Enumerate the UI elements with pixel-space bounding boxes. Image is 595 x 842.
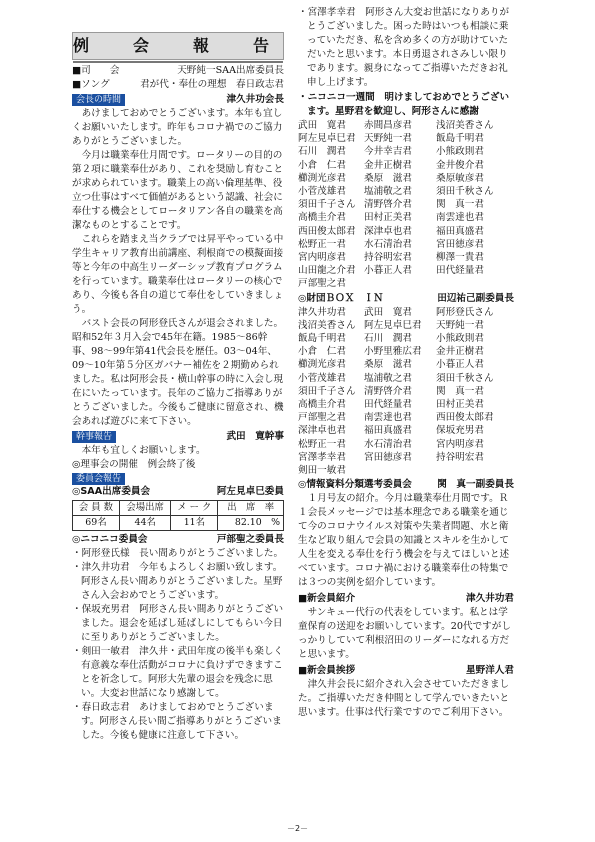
name-entry: 深津卓也君 xyxy=(364,225,412,237)
table-row xyxy=(73,501,284,516)
name-entry: 水石清治君 xyxy=(364,438,412,450)
name-entry: 浅沼美香さん xyxy=(436,120,494,131)
name-entry: 金井正樹君 xyxy=(364,159,412,171)
left-column xyxy=(72,32,284,743)
section-tag: 会長の時間 xyxy=(72,94,125,106)
subsection-heading: ◎財団ＢＯＸ ＩＮ xyxy=(298,292,384,304)
list-item: ・剣田一敏君 津久井・武田年度の後半も楽しく有意義な奉仕活動がコロナに負けずできますことを祈念して。阿形大先輩の退会を残念に思い。大変お世話になり感謝して。 xyxy=(72,646,284,699)
name-grid xyxy=(298,306,514,478)
name-entry: 阿左見卓巳君 xyxy=(298,133,356,145)
name-entry: 戸部聖之君 xyxy=(298,412,346,424)
table-header: 会場出席 xyxy=(119,501,170,516)
speaker-name: 津久井功会長 xyxy=(226,94,284,105)
name-entry: 宮内明彦君 xyxy=(298,252,346,264)
name-entry: 西田俊太郎君 xyxy=(436,412,494,424)
name-entry: 戸部聖之君 xyxy=(298,278,346,290)
name-entry: 塩浦敬之君 xyxy=(364,372,412,384)
table-row xyxy=(73,516,284,531)
subsection-heading: ◎SAA出席委員会 xyxy=(72,486,151,497)
name-entry: 水石清治君 xyxy=(364,238,412,250)
name-entry: 高橋圭介君 xyxy=(298,212,346,224)
niko-heading-row xyxy=(72,533,284,547)
name-entry: 南雲達也君 xyxy=(364,412,412,424)
name-entry: 小倉 仁君 xyxy=(298,346,346,358)
name-entry: 田代経量君 xyxy=(364,399,412,411)
name-entry: 須田千子さん xyxy=(298,199,356,211)
speaker-name: 関 真一副委員長 xyxy=(437,479,514,491)
body-paragraph: １月号友の紹介。今月は職業奉仕月間です。Ｒ１会長メッセージでは基本理念である職業を通じて今のコロナウイルス対策や失業者問題、水と衛生など取り組んで会員の知識とスキルを生かして人生を変える奉仕を行う機会を与えてほしいと述べています。コロナ禍における職業奉仕の特集では３つの実例を紹介しています。 xyxy=(298,493,510,589)
name-entry: 武田 寛君 xyxy=(364,306,412,318)
name-entry: 田代経量君 xyxy=(436,265,484,277)
subsection-heading: ■新会員紹介 xyxy=(298,593,356,605)
body-paragraph: 今月は職業奉仕月間です。ロータリーの目的の第２項に職業奉仕があり、これを奨励し育むことが求められています。職業上の高い倫理基準、役立つ仕事はすべて価値があるという認識、社会に奉仕する機会としてロータリアン各自の職業を高潔なものとすることです。 xyxy=(72,150,284,231)
name-entry: 石川 潤君 xyxy=(298,146,346,158)
name-entry: 清野啓介君 xyxy=(364,385,412,397)
name-entry: 柳澤一貴君 xyxy=(436,252,484,264)
name-entry: 桑原敏彦君 xyxy=(436,172,484,184)
name-entry: 南雲達也君 xyxy=(436,212,484,224)
name-entry: 宮田徳彦君 xyxy=(364,451,412,463)
new-member-heading-row xyxy=(298,592,514,606)
table-cell: 11名 xyxy=(171,516,218,531)
name-entry: 飯島千明君 xyxy=(298,333,346,345)
name-entry: 今井幸吉君 xyxy=(364,146,412,158)
speaker-name: 星野洋人君 xyxy=(466,665,514,677)
body-paragraph: あけましておめでとうございます。本年も宜しくお願いいたします。昨年もコロナ禍でのご協力ありがとうございました。 xyxy=(72,108,283,147)
name-entry: 小暮正人君 xyxy=(436,359,484,371)
name-grid xyxy=(298,119,514,291)
page-title: 例 会 報 告 xyxy=(72,32,284,60)
name-entry: 小熊政則君 xyxy=(436,333,484,345)
role-label: 司 会 xyxy=(81,65,120,76)
name-entry: 阿左見卓巳君 xyxy=(364,319,422,331)
subsection-heading: ・ニコニコ一週間 明けましておめでとうございます。星野君を歓迎し、阿形さんに感謝 xyxy=(298,92,510,117)
name-entry: 天野純一君 xyxy=(364,133,412,145)
name-entry: 武田 寛君 xyxy=(298,120,346,131)
role-value: 君が代・奉仕の理想 春日政志君 xyxy=(140,79,284,90)
role-value: 天野純一SAA出席委員長 xyxy=(177,65,284,76)
name-entry xyxy=(364,464,436,477)
table-header: メ ー ク xyxy=(171,501,218,516)
name-entry: 櫛渕光彦君 xyxy=(298,172,346,184)
president-section-head xyxy=(72,93,284,107)
page-number: －2－ xyxy=(286,824,309,833)
name-entry: 天野純一君 xyxy=(436,319,484,331)
name-entry: 桑原 滋君 xyxy=(364,359,412,371)
list-item: ・保坂充男君 阿形さん長い間ありがとうございました。退会を延ばし延ばしにしてもらい今日に至りありがとうございました。 xyxy=(72,604,284,643)
table-header: 会 員 数 xyxy=(73,501,120,516)
name-entry: 須田千秋さん xyxy=(436,186,494,198)
name-entry: 宮澤孝幸君 xyxy=(298,451,346,463)
name-entry: 西田俊太郎君 xyxy=(298,225,356,237)
name-entry: 関 真一君 xyxy=(436,199,484,211)
table-cell: 44名 xyxy=(119,516,170,531)
square-bullet-icon: ■ xyxy=(72,65,82,76)
role-row-chair xyxy=(72,64,284,78)
name-entry xyxy=(436,277,514,290)
name-entry: 小倉 仁君 xyxy=(298,159,346,171)
attendance-table xyxy=(72,500,284,531)
name-entry: 松野正一君 xyxy=(298,238,346,250)
name-entry xyxy=(436,464,514,477)
saa-heading-row xyxy=(72,485,284,499)
section-tag: 幹事報告 xyxy=(72,431,116,443)
name-entry: 小野里雅広君 xyxy=(364,346,422,358)
body-paragraph: サンキュー代行の代表をしています。私とは学童保育の送迎をお願いしています。20代ですがしっかりしていて利根沼田のリーダーになれる方だと思います。 xyxy=(298,607,511,661)
name-entry: 櫛渕光彦君 xyxy=(298,359,346,371)
name-entry: 保坂充男君 xyxy=(436,425,484,437)
name-entry xyxy=(364,277,436,290)
body-paragraph: ◎理事会の開催 例会終了後 xyxy=(72,459,196,470)
speaker-name: 戸部聖之委員長 xyxy=(216,534,284,545)
name-entry: 桑原 滋君 xyxy=(364,172,412,184)
name-entry: 須田千秋さん xyxy=(436,372,494,384)
name-entry: 深津卓也君 xyxy=(298,425,346,437)
body-paragraph: 津久井会長に紹介され入会させていただきました。ご指導いただき仲間として学んでいきたいと思います。仕事は代行業ですのでご利用下さい。 xyxy=(298,679,510,719)
name-entry: 持谷明宏君 xyxy=(436,451,484,463)
name-entry: 小熊政則君 xyxy=(436,146,484,158)
section-tag: 委員会報告 xyxy=(72,473,125,485)
greeting-heading-row xyxy=(298,664,514,678)
secretary-section-head xyxy=(72,430,284,444)
list-item: ・春日政志君 あけましておめでとうございます。阿形さん長い間ご指導ありがとうございました。今後も健康に注意して下さい。 xyxy=(72,702,282,741)
role-label: ソング xyxy=(81,79,110,90)
name-entry: 福田真盛君 xyxy=(436,225,484,237)
name-entry: 福田真盛君 xyxy=(364,425,412,437)
name-entry: 田村正美君 xyxy=(436,399,484,411)
speaker-name: 阿左見卓巳委員 xyxy=(216,486,284,497)
name-entry: 赤間昌彦君 xyxy=(364,120,412,131)
name-entry: 津久井功君 xyxy=(298,306,346,318)
name-entry: 石川 潤君 xyxy=(364,333,412,345)
name-entry: 小菅茂雄君 xyxy=(298,372,346,384)
name-entry: 小暮正人君 xyxy=(364,265,412,277)
fund-heading-row xyxy=(298,292,514,306)
name-entry: 松野正一君 xyxy=(298,438,346,450)
list-item: ・宮澤孝幸君 阿形さん大変お世話になりありがとうございました。困った時はいつも相談に乗っていただき、私を含め多くの方が助けていただいたと思います。本日勇退されさみしい限りであります。親身になってご指導いただきお礼申し上げます。 xyxy=(298,7,510,88)
speaker-name: 津久井功君 xyxy=(466,593,514,605)
name-entry: 高橋圭介君 xyxy=(298,399,346,411)
name-entry: 金井俊介君 xyxy=(436,159,484,171)
name-entry: 山田龍之介君 xyxy=(298,265,356,277)
square-bullet-icon: ■ xyxy=(72,79,82,90)
list-item: ・津久井功君 今年もよろしくお願い致します。阿形さん長い間ありがとうございました。星野さん入会おめでとうございます。 xyxy=(72,562,283,601)
table-header: 出 席 率 xyxy=(218,501,284,516)
subsection-heading: ■新会員挨拶 xyxy=(298,665,356,677)
speaker-name: 田辺祐己副委員長 xyxy=(437,292,514,304)
name-entry: 金井正樹君 xyxy=(436,346,484,358)
name-entry: 関 真一君 xyxy=(436,385,484,397)
name-entry: 田村正美君 xyxy=(364,212,412,224)
body-paragraph: 本年も宜しくお願いします。 xyxy=(81,445,206,456)
name-entry: 宮田徳彦君 xyxy=(436,238,484,250)
table-cell: 69名 xyxy=(73,516,120,531)
name-entry: 浅沼美香さん xyxy=(298,319,356,331)
name-entry: 剣田一敏君 xyxy=(298,465,346,477)
body-paragraph: バスト会長の阿形登氏さんが退会されました。昭和52年３月入会で45年在籍。1985～86幹事、98～99年第41代会長を歴任。03～04年、09～10年第５分区ガバナー補佐を２期勤められました。私は阿形会長・横山幹事の時に入会し現在にいたっています。長年のご協力ご指導ありがとうございました。今後もご健康に留意され、機会あれば遊びに来て下さい。 xyxy=(72,318,284,427)
table-cell: 82.10 % xyxy=(218,516,284,531)
right-column xyxy=(298,6,514,720)
name-entry: 須田千子さん xyxy=(298,385,356,397)
classification-heading-row xyxy=(298,478,514,492)
name-entry: 小菅茂雄君 xyxy=(298,186,346,198)
name-entry: 持谷明宏君 xyxy=(364,252,412,264)
name-entry: 塩浦敬之君 xyxy=(364,186,412,198)
name-entry: 清野啓介君 xyxy=(364,199,412,211)
subsection-heading: ◎情報資料分類選考委員会 xyxy=(298,479,412,491)
subsection-heading: ◎ニコニコ委員会 xyxy=(72,534,148,545)
list-item: ・阿形登氏様 長い間ありがとうございました。 xyxy=(72,548,284,559)
name-entry: 飯島千明君 xyxy=(436,133,484,145)
role-row-song xyxy=(72,78,284,92)
name-entry: 阿形登氏さん xyxy=(436,306,494,318)
committee-section-head xyxy=(72,473,284,485)
speaker-name: 武田 寛幹事 xyxy=(226,431,284,442)
name-entry: 宮内明彦君 xyxy=(436,438,484,450)
body-paragraph: これらを踏まえ当クラブでは昇平やっている中学生キャリア教育出前講座、利根商での模擬面接等と今年の中高生リーダーシップ教育プログラムを行っています。職業奉仕はロータリーの核心であり、今後も各自の道じて奉仕をしていきましょう。 xyxy=(72,234,284,315)
